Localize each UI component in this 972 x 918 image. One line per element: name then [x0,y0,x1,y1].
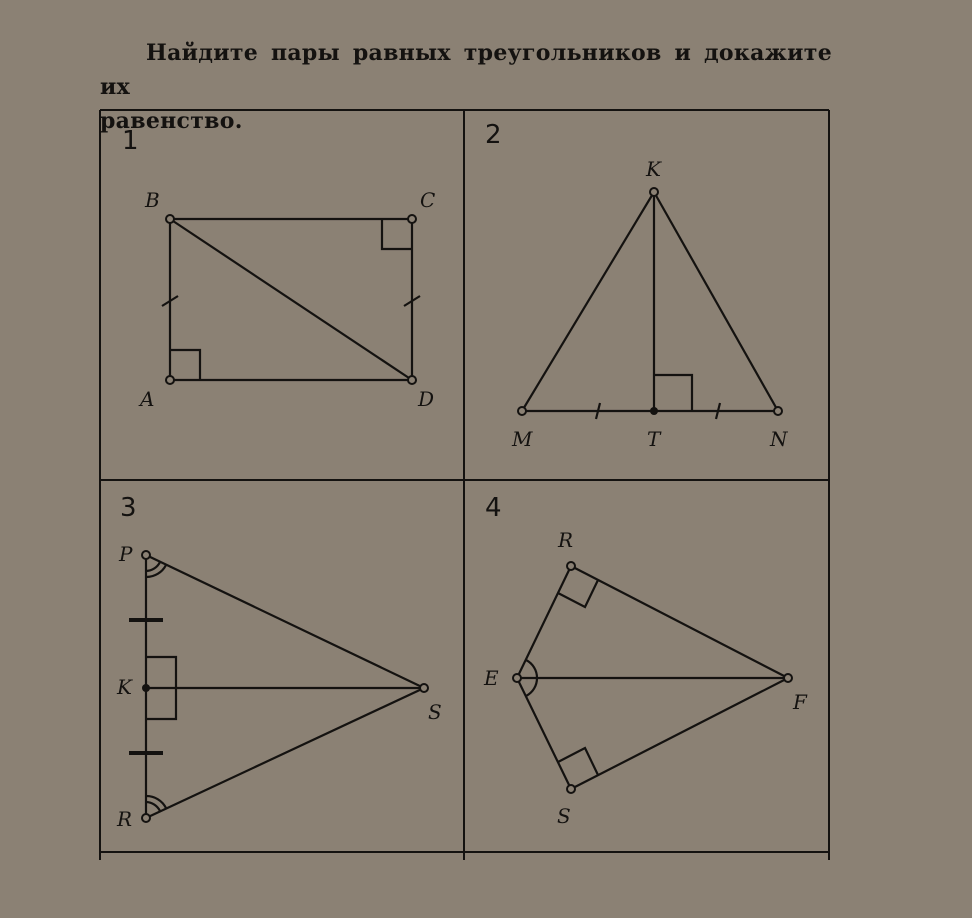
point-p [142,551,150,559]
point-r [567,562,575,570]
right-angle-mark-r [558,580,598,607]
point-d [408,376,416,384]
point-s [420,684,428,692]
segment-kn [654,192,778,411]
point-k [142,684,150,692]
point-s [567,785,575,793]
label-a: A [140,387,155,411]
figure-2 [485,120,789,451]
label-t: T [647,427,661,451]
label-r: R [558,528,574,552]
segment-ps [146,555,424,688]
point-b [166,215,174,223]
segment-re [517,566,571,678]
segment-rs [146,688,424,818]
figure-4 [483,493,808,828]
grid-lines [100,110,829,860]
label-s: S [557,804,571,828]
task-text-line2: равенство. [100,108,243,134]
segment-km [522,192,654,411]
point-n [774,407,782,415]
task-text-line1: Найдите пары равных треугольников и докажите их [100,40,832,100]
segment-sf [571,678,788,789]
figure-3 [116,493,442,831]
label-k: K [646,157,661,181]
point-r [142,814,150,822]
figure-1 [122,126,435,411]
point-m [518,407,526,415]
angle-arc-p-inner [146,562,160,571]
right-angle-mark-a [170,350,200,380]
label-s: S [428,700,442,724]
label-r: R [117,807,133,831]
label-c: C [420,188,436,212]
point-t [650,407,658,415]
angle-arc-e-upper [526,660,537,678]
label-n: N [770,427,788,451]
right-angle-mark-t [654,375,692,411]
segment-bd [170,219,412,380]
point-a [166,376,174,384]
angle-arc-e-lower [526,678,537,696]
figure-number: 4 [485,493,502,523]
angle-arc-r-inner [146,802,160,811]
label-b: B [145,188,160,212]
label-f: F [793,690,807,714]
point-e [513,674,521,682]
right-angle-mark-s [558,748,598,775]
figure-number: 2 [485,120,502,150]
label-k: K [117,675,132,699]
right-angle-mark-c [382,219,412,249]
label-m: M [512,427,533,451]
point-c [408,215,416,223]
label-d: D [418,387,435,411]
figure-number: 1 [122,126,139,156]
label-e: E [484,666,499,690]
point-f [784,674,792,682]
figure-number: 3 [120,493,137,523]
point-k [650,188,658,196]
segment-rf [571,566,788,678]
label-p: P [119,542,133,566]
segment-es [517,678,571,789]
